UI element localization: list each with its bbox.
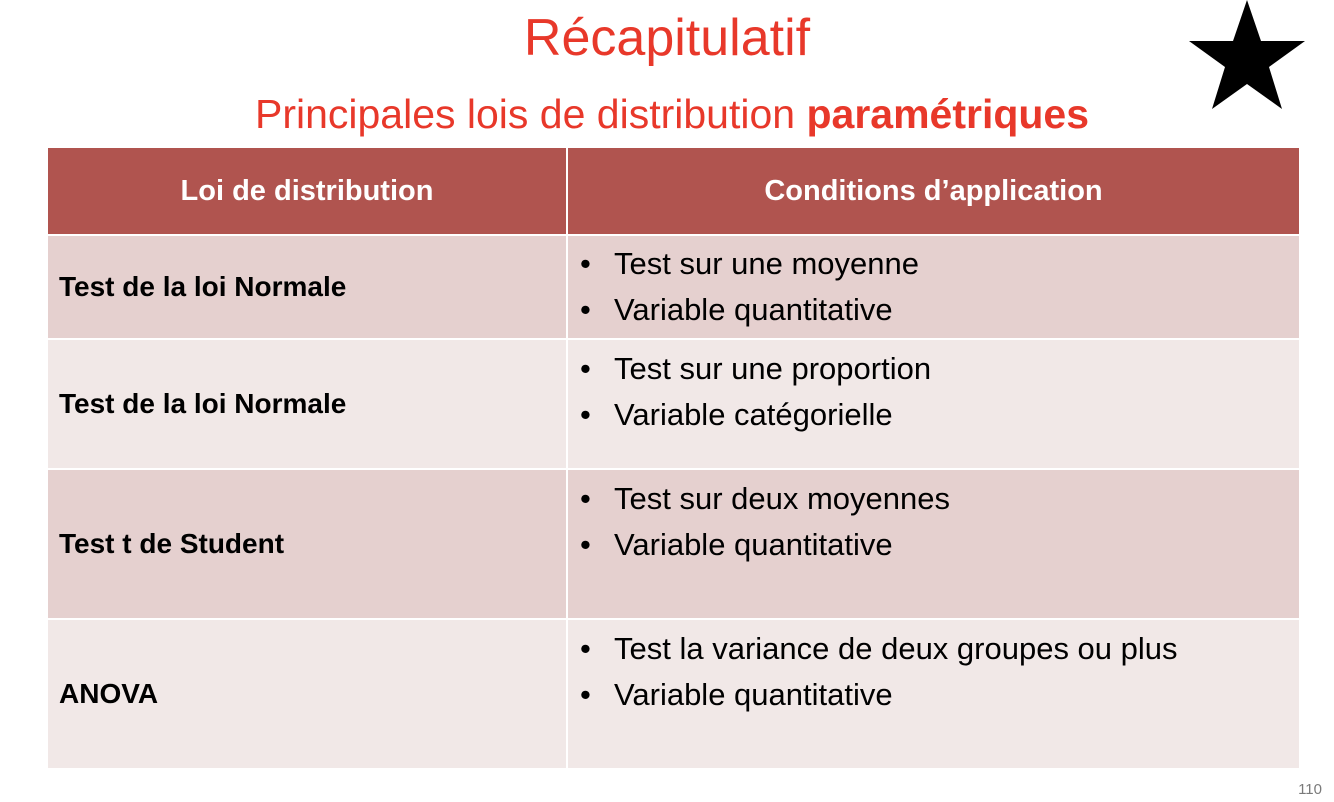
distribution-table — [46, 148, 1301, 770]
slide-subtitle — [0, 86, 1334, 142]
conditions-list — [576, 626, 1299, 718]
star-icon — [1188, 0, 1306, 110]
header-law: Loi de distribution — [47, 148, 567, 235]
page-number: 110 — [1298, 781, 1322, 798]
condition-item: • Test la variance de deux groupes ou plus — [576, 626, 1299, 672]
conditions-cell — [567, 235, 1300, 339]
table-row — [47, 339, 1300, 469]
condition-item: • Test sur deux moyennes — [576, 476, 1299, 522]
subtitle-emphasis: paramétriques — [806, 91, 1090, 137]
table-row — [47, 619, 1300, 769]
slide-title: Récapitulatif — [523, 9, 811, 67]
conditions-cell — [567, 619, 1300, 769]
condition-item: • Variable catégorielle — [576, 392, 1299, 438]
conditions-list — [576, 476, 1299, 568]
law-cell: ANOVA — [47, 619, 567, 769]
condition-item: • Variable quantitative — [576, 287, 1299, 333]
conditions-list — [576, 346, 1299, 438]
table-row — [47, 235, 1300, 339]
header-conditions: Conditions d’application — [567, 148, 1300, 235]
law-cell: Test t de Student — [47, 469, 567, 619]
table-row — [47, 469, 1300, 619]
condition-item: • Test sur une moyenne — [576, 241, 1299, 287]
conditions-list — [576, 241, 1299, 333]
condition-item: • Variable quantitative — [576, 522, 1299, 568]
condition-item: • Variable quantitative — [576, 672, 1299, 718]
subtitle-plain: Principales lois de distribution — [254, 91, 807, 137]
law-cell: Test de la loi Normale — [47, 339, 567, 469]
conditions-cell — [567, 469, 1300, 619]
conditions-cell — [567, 339, 1300, 469]
law-cell: Test de la loi Normale — [47, 235, 567, 339]
table-header-row — [47, 148, 1300, 235]
condition-item: • Test sur une proportion — [576, 346, 1299, 392]
